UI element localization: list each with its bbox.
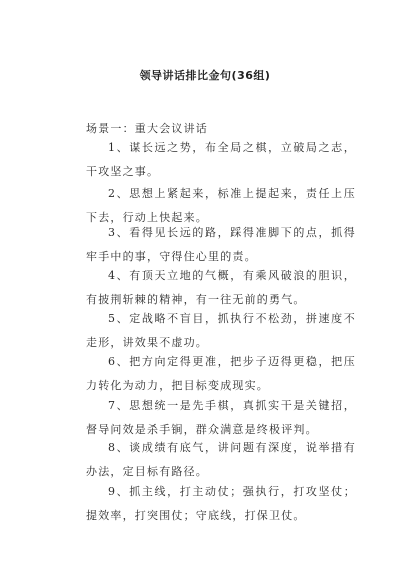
list-item: 6、把方向定得更准，把步子迈得更稳，把压力转化为动力，把目标变成现实。 <box>86 355 356 392</box>
list-item: 1、谋长远之势，布全局之棋，立破局之志，干攻坚之事。 <box>86 141 356 178</box>
list-item: 5、定战略不盲目，抓执行不松劲，拼速度不走形，讲效果不虚功。 <box>86 312 356 349</box>
document-title: 领导讲话排比金句(36组) <box>139 69 271 82</box>
list-item: 9、抓主线，打主动仗；强执行，打攻坚仗；提效率，打突围仗；守底线，打保卫仗。 <box>86 485 356 522</box>
list-item: 8、谈成绩有底气，讲问题有深度，说举措有办法，定目标有路径。 <box>86 441 356 478</box>
list-item: 2、思想上紧起来，标准上提起来，责任上压下去，行动上快起来。 <box>86 187 356 224</box>
section-heading: 场景一：重大会议讲话 <box>86 122 208 135</box>
list-item: 3、看得见长远的路，踩得准脚下的点，抓得牢手中的事，守得住心里的责。 <box>86 226 356 263</box>
list-item: 7、思想统一是先手棋，真抓实干是关键招，督导问效是杀手锏，群众满意是终极评判。 <box>86 399 356 436</box>
list-item: 4、有顶天立地的气概，有乘风破浪的胆识，有披荆斩棘的精神，有一往无前的勇气。 <box>86 269 356 306</box>
